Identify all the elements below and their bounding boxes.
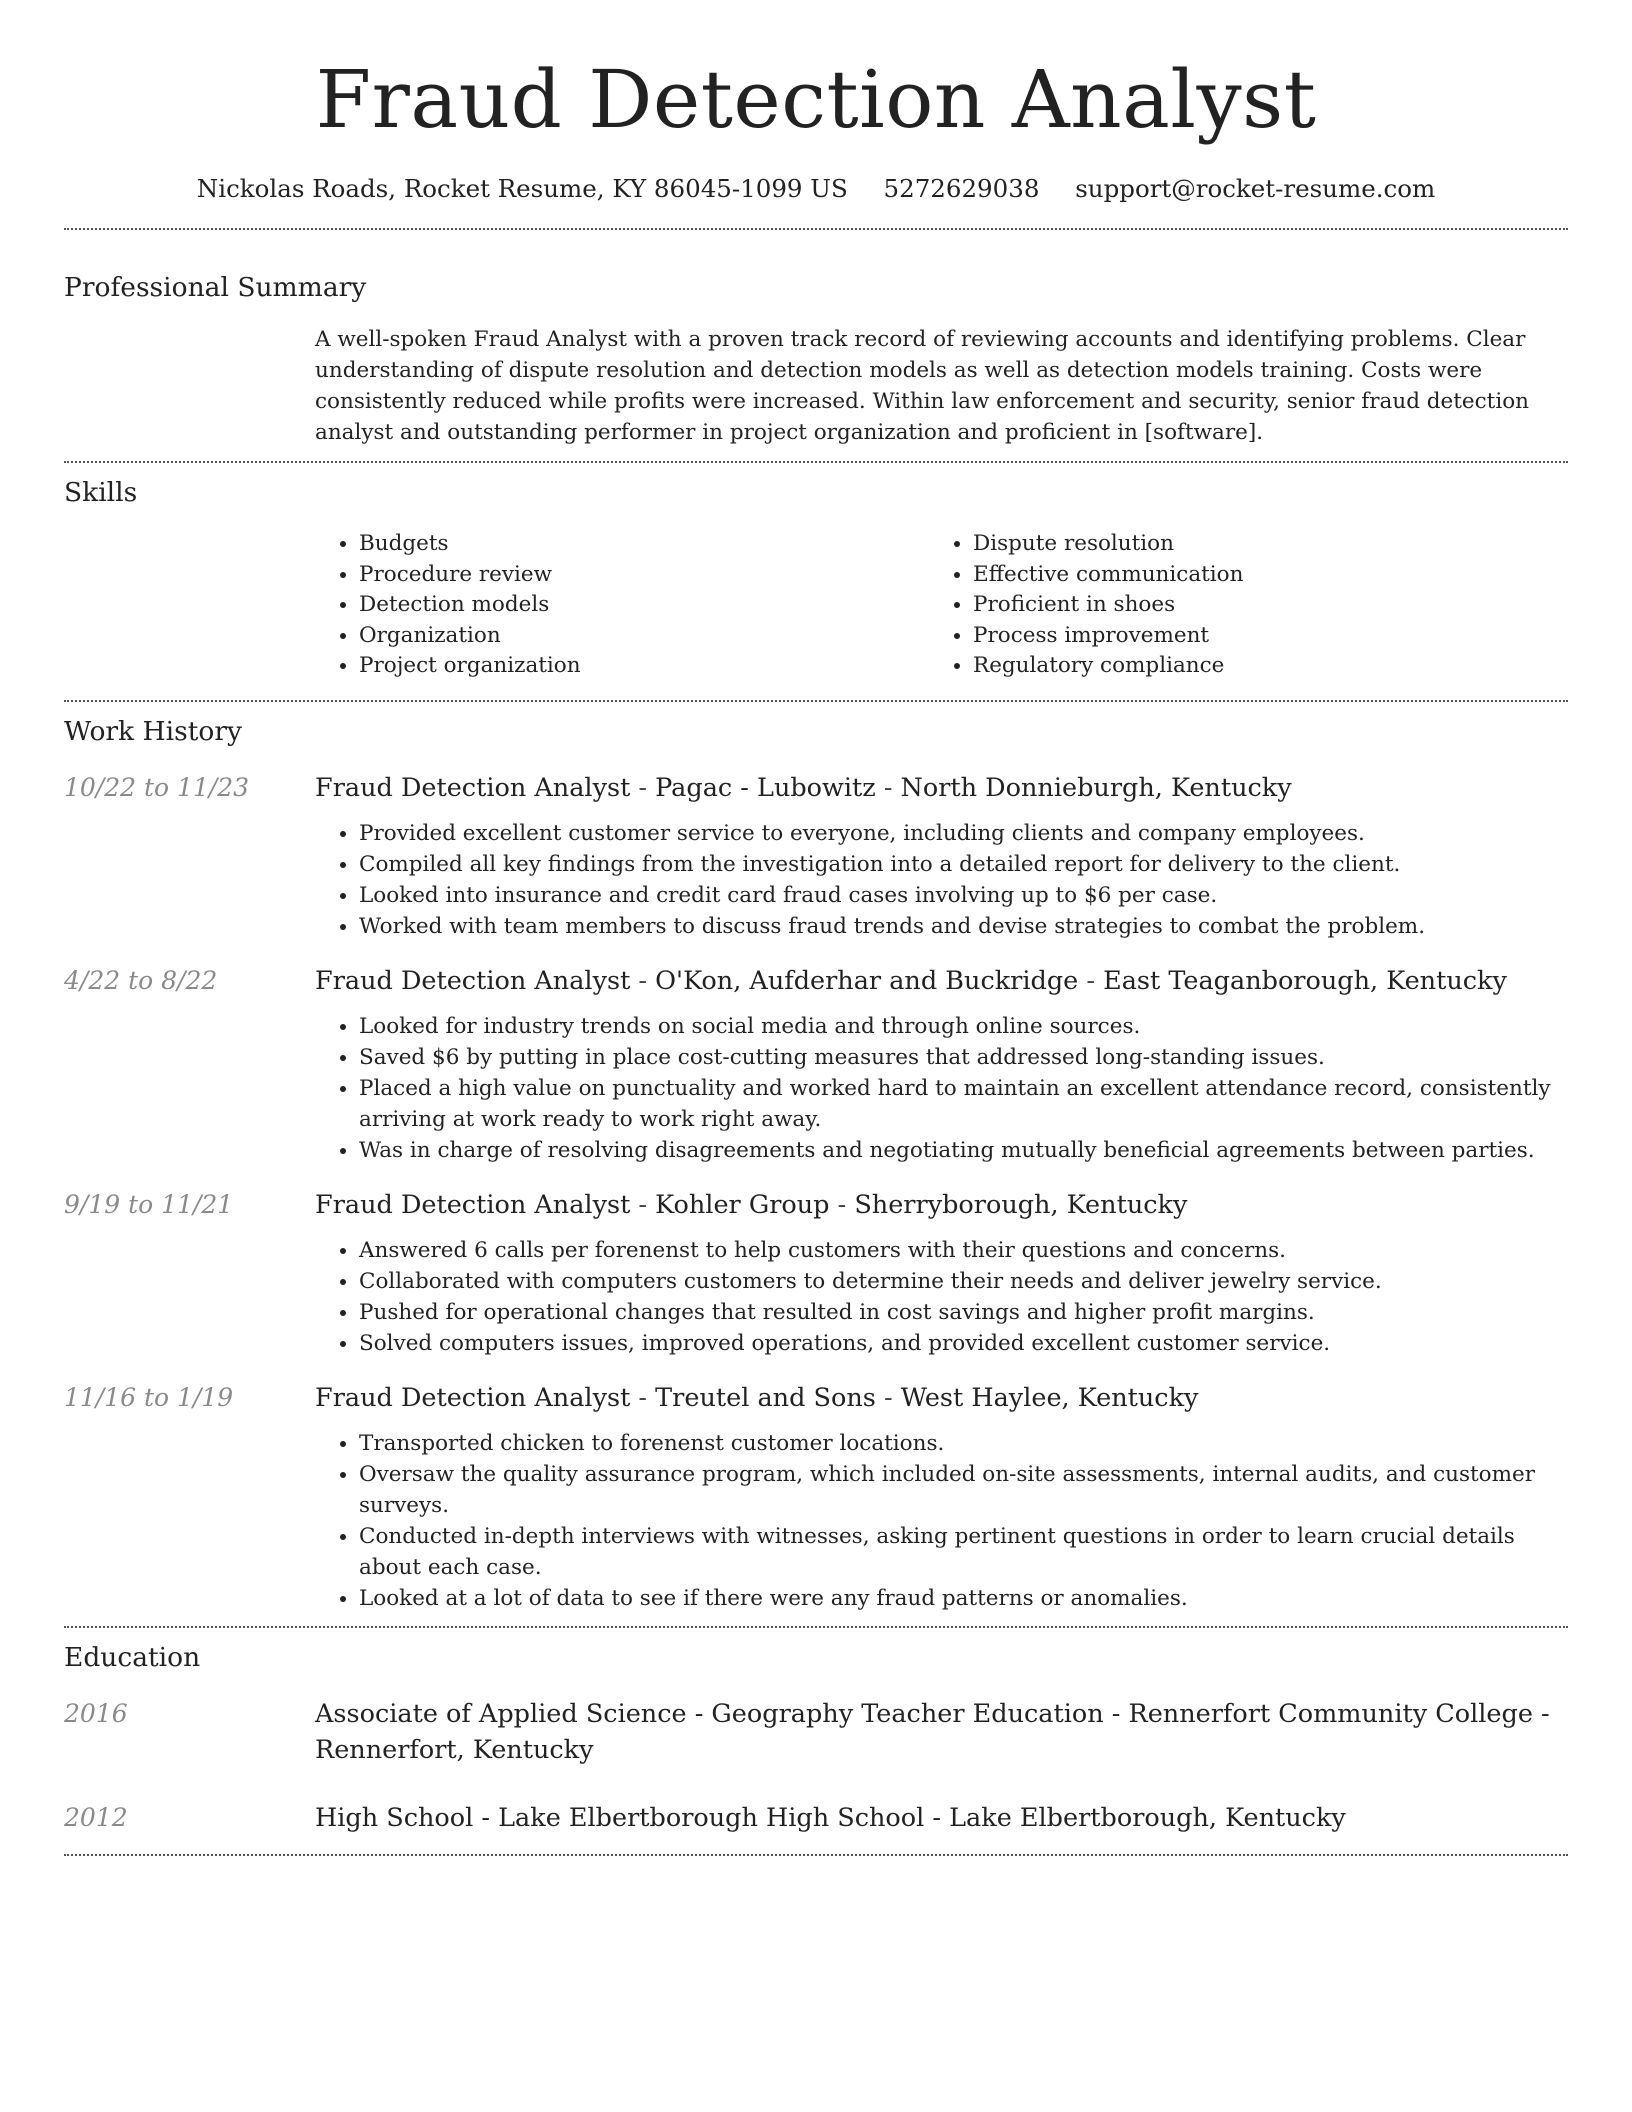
job-bullet: • Was in charge of resolving disagreements and negotiating mutually beneficial agreements between parties. bbox=[359, 1135, 1568, 1166]
education-title: Associate of Applied Science - Geography Teacher Education - Rennerfort Community College - Rennerfort, Kentucky bbox=[315, 1698, 1550, 1765]
education-location: Rennerfort, Kentucky bbox=[315, 1734, 594, 1765]
summary-text: A well-spoken Fraud Analyst with a proven track record of reviewing accounts and identifying problems. Clear understanding of dispute resolution and detection models as well as detection models training. Costs were consistently reduced while profits were increased. Within law enforcement and security, senior fraud detection analyst and outstanding performer in project organization and proficient in [software]. bbox=[315, 327, 1529, 445]
job-role: Fraud Detection Analyst bbox=[315, 1382, 631, 1413]
skill-item: • Dispute resolution bbox=[973, 529, 1543, 560]
job-bullet: • Transported chicken to forenenst customer locations. bbox=[359, 1428, 1568, 1459]
job-entry bbox=[64, 770, 1568, 942]
education-entry bbox=[64, 1696, 1568, 1768]
education-location: Lake Elbertborough, Kentucky bbox=[949, 1802, 1346, 1833]
job-role: Fraud Detection Analyst bbox=[315, 772, 631, 803]
job-bullet: • Pushed for operational changes that resulted in cost savings and higher profit margins. bbox=[359, 1297, 1568, 1328]
skill-item: • Proficient in shoes bbox=[973, 590, 1543, 621]
job-title: Fraud Detection Analyst - Kohler Group - Sherryborough, Kentucky bbox=[315, 1189, 1188, 1220]
job-company: Pagac - Lubowitz bbox=[655, 772, 876, 803]
job-location: East Teaganborough, Kentucky bbox=[1103, 965, 1507, 996]
job-bullet: • Looked for industry trends on social media and through online sources. bbox=[359, 1011, 1568, 1042]
job-title: Fraud Detection Analyst - Pagac - Lubowitz - North Donnieburgh, Kentucky bbox=[315, 772, 1292, 803]
education-school: Rennerfort Community College bbox=[1128, 1698, 1533, 1729]
job-bullet: • Solved computers issues, improved operations, and provided excellent customer service. bbox=[359, 1328, 1568, 1359]
job-bullet: • Saved $6 by putting in place cost-cutting measures that addressed long-standing issues. bbox=[359, 1042, 1568, 1073]
job-bullet: • Conducted in-depth interviews with witnesses, asking pertinent questions in order to learn crucial details about each case. bbox=[359, 1521, 1568, 1583]
education-degree: High School bbox=[315, 1802, 474, 1833]
education-year: 2016 bbox=[64, 1698, 128, 1728]
job-location: West Haylee, Kentucky bbox=[900, 1382, 1199, 1413]
skills-list bbox=[315, 529, 1568, 682]
education-degree: Associate of Applied Science - Geography Teacher Education bbox=[315, 1698, 1104, 1729]
job-dates: 9/19 to 11/21 bbox=[64, 1189, 234, 1219]
education-entry bbox=[64, 1800, 1568, 1836]
job-bullet: • Placed a high value on punctuality and worked hard to maintain an excellent attendance record, consistently arriving at work ready to work right away. bbox=[359, 1073, 1568, 1135]
job-role: Fraud Detection Analyst bbox=[315, 965, 631, 996]
job-bullets bbox=[315, 1011, 1568, 1166]
candidate-name: Fraud Detection Analyst bbox=[315, 53, 1317, 146]
job-bullets bbox=[315, 1428, 1568, 1614]
job-title: Fraud Detection Analyst - O'Kon, Aufderhar and Buckridge - East Teaganborough, Kentucky bbox=[315, 965, 1507, 996]
job-bullet: • Provided excellent customer service to everyone, including clients and company employees. bbox=[359, 818, 1568, 849]
job-entry bbox=[64, 1380, 1568, 1614]
divider bbox=[64, 1854, 1568, 1856]
skill-item: • Process improvement bbox=[973, 621, 1543, 652]
job-bullets bbox=[315, 818, 1568, 942]
skill-item: • Organization bbox=[359, 621, 929, 652]
contact-address: Nickolas Roads, Rocket Resume, KY 86045-1099 US bbox=[196, 174, 848, 203]
job-bullet: • Answered 6 calls per forenenst to help customers with their questions and concerns. bbox=[359, 1235, 1568, 1266]
education-heading: Education bbox=[64, 1641, 201, 1673]
skill-item: • Procedure review bbox=[359, 560, 929, 591]
work-history-heading: Work History bbox=[64, 715, 242, 747]
divider bbox=[64, 700, 1568, 702]
education-title: High School - Lake Elbertborough High School - Lake Elbertborough, Kentucky bbox=[315, 1802, 1346, 1833]
job-dates: 11/16 to 1/19 bbox=[64, 1382, 234, 1412]
job-bullet: • Compiled all key findings from the investigation into a detailed report for delivery to the client. bbox=[359, 849, 1568, 880]
summary-heading: Professional Summary bbox=[64, 272, 367, 303]
skills-column-right bbox=[929, 529, 1543, 682]
job-bullet: • Worked with team members to discuss fraud trends and devise strategies to combat the problem. bbox=[359, 911, 1568, 942]
skills-column-left bbox=[315, 529, 929, 682]
skill-item: • Project organization bbox=[359, 651, 929, 682]
job-company: Treutel and Sons bbox=[655, 1382, 876, 1413]
skill-item: • Budgets bbox=[359, 529, 929, 560]
skill-item: • Regulatory compliance bbox=[973, 651, 1543, 682]
divider bbox=[64, 461, 1568, 463]
skill-item: • Detection models bbox=[359, 590, 929, 621]
job-dates: 4/22 to 8/22 bbox=[64, 965, 218, 995]
education-school: Lake Elbertborough High School bbox=[498, 1802, 925, 1833]
skill-item: • Effective communication bbox=[973, 560, 1543, 591]
job-dates: 10/22 to 11/23 bbox=[64, 772, 250, 802]
job-bullets bbox=[315, 1235, 1568, 1359]
job-bullet: • Oversaw the quality assurance program, which included on-site assessments, internal audits, and customer surveys. bbox=[359, 1459, 1568, 1521]
contact-line bbox=[64, 172, 1568, 206]
contact-email[interactable]: support@rocket-resume.com bbox=[1075, 174, 1436, 203]
job-company: Kohler Group bbox=[655, 1189, 830, 1220]
job-bullet: • Collaborated with computers customers to determine their needs and deliver jewelry service. bbox=[359, 1266, 1568, 1297]
job-location: North Donnieburgh, Kentucky bbox=[900, 772, 1292, 803]
job-role: Fraud Detection Analyst bbox=[315, 1189, 631, 1220]
divider bbox=[64, 1626, 1568, 1628]
job-company: O'Kon, Aufderhar and Buckridge bbox=[655, 965, 1079, 996]
job-entry bbox=[64, 1187, 1568, 1359]
skills-heading: Skills bbox=[64, 477, 138, 508]
job-entry bbox=[64, 963, 1568, 1166]
resume-page bbox=[64, 0, 1568, 1856]
education-year: 2012 bbox=[64, 1802, 128, 1832]
job-bullet: • Looked at a lot of data to see if there were any fraud patterns or anomalies. bbox=[359, 1583, 1568, 1614]
divider bbox=[64, 228, 1568, 230]
job-location: Sherryborough, Kentucky bbox=[854, 1189, 1188, 1220]
job-bullet: • Looked into insurance and credit card fraud cases involving up to $6 per case. bbox=[359, 880, 1568, 911]
contact-phone: 5272629038 bbox=[883, 174, 1040, 203]
job-title: Fraud Detection Analyst - Treutel and Sons - West Haylee, Kentucky bbox=[315, 1382, 1199, 1413]
